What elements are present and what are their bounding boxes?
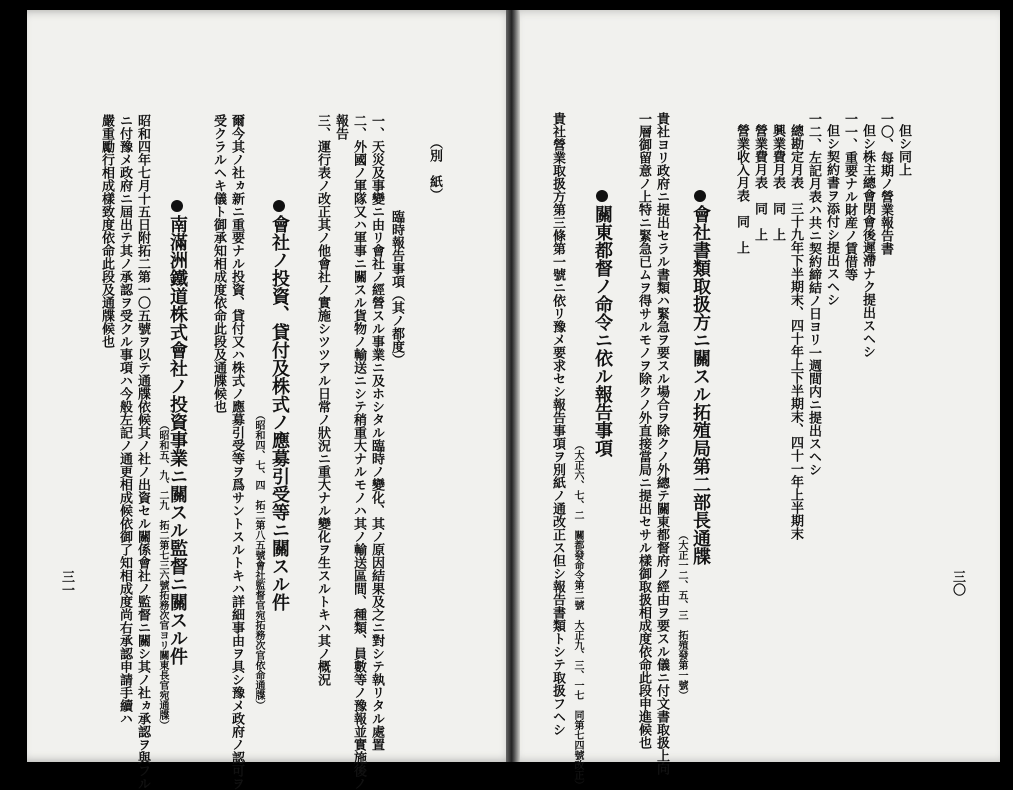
body-line: 嚴重勵行相成樣致度依命此段及通牒候也 (99, 114, 114, 348)
bullet-icon (171, 200, 183, 212)
section-heading: 關東都督ノ命令ニ依ル報告事項 (592, 190, 612, 457)
body-line: 爾今其ノ社ヵ新ニ重要ナル投資、貸付又ハ株式ノ應募引受等ヲ爲サントスルトキハ詳細事由ヲ具シ豫メ政府ノ認可ヲ (229, 114, 244, 790)
bullet-icon (273, 200, 285, 212)
sheet-label: （別 紙） (427, 136, 442, 201)
body-line: 昭和四年七月十五日附拓二第一〇五號ヲ以テ通牒依候其ノ社ノ出資セル關係會社ノ監督ニ關シ其ノ社ヵ承認ヲ與フル (135, 114, 150, 790)
list-item: 二、外國ノ軍隊又ハ軍事ニ關スル貨物ノ輸送ニシテ稍重大ナルモノハ其ノ輸送區間、種類、員數等ノ豫報並實施後ノ (351, 114, 366, 790)
body-line: 興業費月表 同 上 (770, 124, 785, 241)
body-line: 一〇、每期ノ營業報告書 (878, 112, 893, 255)
body-line: 營業收入月表 同 上 (734, 124, 749, 254)
body-line: 營業費月表 同 上 (752, 124, 767, 241)
list-item: 一、天災及事變ニ由リ會社ノ經營スル事業ニ及ホシタル臨時ノ變化、其ノ原因結果及之ニ對シテ執リタル處置 (369, 114, 384, 751)
page-number: 三一 (59, 570, 74, 596)
body-line: 受クラルヘキ儀ト御承知相成度依命此段及通牒候也 (211, 114, 226, 413)
body-line: 總勘定月表 三十九年下半期末、四十年上下半期末、四十一年上半期末 (788, 124, 803, 540)
body-line: ニ付豫メ政府ニ屆出テ其ノ承認ヲ受クル事項ハ今般左記ノ通更相成候依御了知相成度尚右承認申請手續ハ (117, 114, 132, 725)
left-page (27, 10, 516, 790)
book-gutter (506, 10, 520, 762)
bullet-icon (596, 190, 608, 202)
right-page (508, 10, 1000, 790)
body-line: 一一、重要ナル財産ノ賃借等 (842, 112, 857, 281)
body-line: 貴社ヨリ政府ニ提出セラル書類ハ緊急ヲ要スル場合ヲ除クノ外總テ關東都督府ノ經由ヲ要スル儀ニ付文書取扱上向 (654, 112, 669, 775)
body-line: 但シ契約書ヲ添付シ提出スヘシ (824, 124, 839, 306)
section-heading: 會社ノ投資、貸付及株式ノ應募引受等ニ關スル件 (269, 200, 289, 611)
body-line: 但シ同上 (896, 124, 911, 176)
sub-heading: 臨時報告事項（其ノ都度） (389, 210, 404, 366)
heading-note: （大正六、七、二 關都發命令第二號 大正九、三、一七 同第七四號改正） (572, 440, 583, 790)
heading-note: （大正一二、五、三 拓殖發第一號） (676, 530, 687, 700)
list-item: 三、運行表ノ改正其ノ他會社ノ實施シツツアル日常ノ狀況ニ重大ナル變化ヲ生スルトキハ其ノ概況 (315, 114, 330, 686)
section-heading: 會社書類取扱方ニ關スル拓殖局第二部長通牒 (690, 190, 710, 565)
section-heading: 南滿洲鐵道株式會社ノ投資事業ニ關スル監督ニ關スル件 (167, 200, 187, 665)
body-line: 貴社營業取扱方第三條第一號ニ依リ豫メ要求セシ報告事項ヲ別紙ノ通改正ス但シ報告書類トシテ取扱フヘシ (550, 112, 565, 736)
page-number: 三〇 (950, 570, 965, 596)
body-line: 一層御留意ノ上特ニ緊急已ムヲ得サルモノヲ除クノ外直接當局ニ提出セサル樣御取扱相成度依命此段申進候也 (636, 112, 651, 749)
body-line: 一二、左記月表ハ共ニ契約締結ノ日ヨリ一週間内ニ提出スヘシ (806, 112, 821, 476)
list-item: 報告 (333, 114, 348, 140)
heading-note: （昭和四、七、四 拓二第八五號會社監督官宛拓務次官依命通牒） (253, 410, 264, 710)
body-line: 但シ株主總會閉會後遲滯ナク提出スヘシ (860, 124, 875, 358)
heading-note: （昭和五、九、二九 拓二第七三六號拓務次官ヨリ關東長官宛通牒） (157, 420, 168, 730)
bullet-icon (694, 190, 706, 202)
